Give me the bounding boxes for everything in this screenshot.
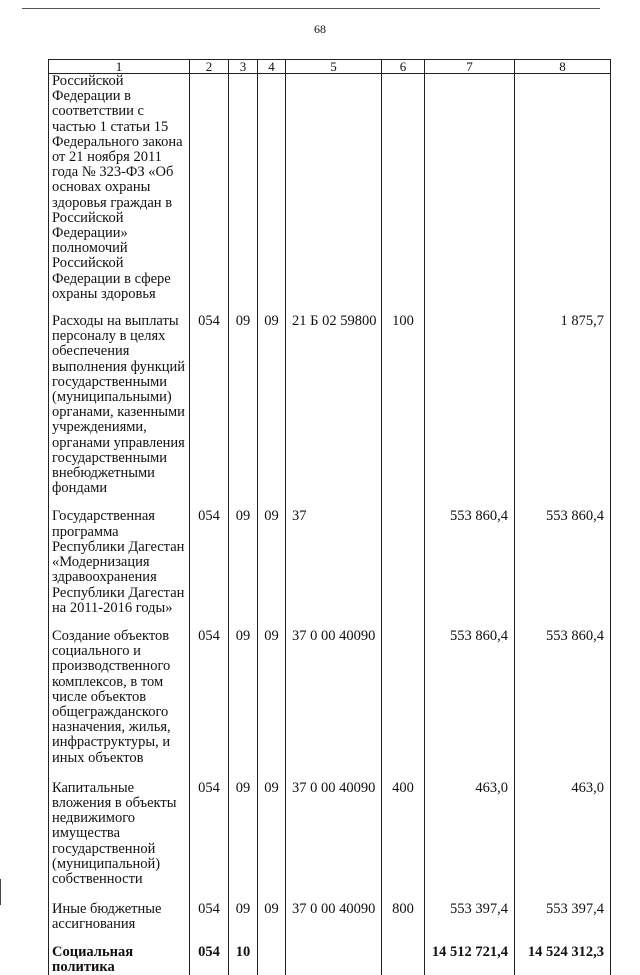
table-row <box>49 933 611 975</box>
expense-type-cell <box>382 616 425 766</box>
admin-code-cell: 054 <box>190 933 229 975</box>
subsection-cell: 09 <box>258 616 286 766</box>
admin-code-cell: 054 <box>190 302 229 496</box>
column-header: 6 <box>382 60 425 74</box>
amount-col7-cell: 553 860,4 <box>425 496 515 615</box>
table-header-row <box>49 60 611 74</box>
amount-col8-cell: 553 860,4 <box>515 496 611 615</box>
amount-col8-cell <box>515 74 611 303</box>
amount-col7-cell <box>425 302 515 496</box>
subsection-cell: 09 <box>258 887 286 932</box>
table-row <box>49 496 611 615</box>
target-article-cell: 37 <box>286 496 382 615</box>
column-header: 5 <box>286 60 382 74</box>
admin-code-cell: 054 <box>190 887 229 932</box>
amount-col7-cell: 553 860,4 <box>425 616 515 766</box>
amount-col8-cell: 463,0 <box>515 766 611 887</box>
expense-type-cell: 100 <box>382 302 425 496</box>
scan-edge-mark <box>0 879 1 905</box>
target-article-cell <box>286 74 382 303</box>
row-name-cell: Капитальные вложения в объекты недвижимого имущества государственной (муниципальной) собственности <box>49 766 190 887</box>
section-cell: 09 <box>229 496 258 615</box>
amount-col8-cell: 1 875,7 <box>515 302 611 496</box>
subsection-cell <box>258 933 286 975</box>
subsection-cell <box>258 74 286 303</box>
column-header: 2 <box>190 60 229 74</box>
section-cell: 10 <box>229 933 258 975</box>
target-article-cell: 37 0 00 40090 <box>286 766 382 887</box>
column-header: 7 <box>425 60 515 74</box>
row-name-cell: Создание объектов социального и производственного комплексов, в том числе объектов общегражданского назначения, жилья, инфраструктуры, и иных объектов <box>49 616 190 766</box>
amount-col8-cell: 553 397,4 <box>515 887 611 932</box>
amount-col8-cell: 553 860,4 <box>515 616 611 766</box>
section-cell: 09 <box>229 302 258 496</box>
column-header: 4 <box>258 60 286 74</box>
row-name-cell: Расходы на выплаты персоналу в целях обеспечения выполнения функций государственными (муниципальными) органами, казенными учреждениями, органами управления государственными внебюджетными фондами <box>49 302 190 496</box>
column-header: 3 <box>229 60 258 74</box>
expense-type-cell <box>382 933 425 975</box>
column-header: 8 <box>515 60 611 74</box>
table-row <box>49 887 611 932</box>
budget-table <box>48 59 611 975</box>
expense-type-cell <box>382 74 425 303</box>
target-article-cell: 37 0 00 40090 <box>286 887 382 932</box>
amount-col7-cell: 463,0 <box>425 766 515 887</box>
section-cell: 09 <box>229 616 258 766</box>
amount-col7-cell: 14 512 721,4 <box>425 933 515 975</box>
amount-col8-cell: 14 524 312,3 <box>515 933 611 975</box>
section-cell <box>229 74 258 303</box>
subsection-cell: 09 <box>258 496 286 615</box>
column-header: 1 <box>49 60 190 74</box>
target-article-cell: 21 Б 02 59800 <box>286 302 382 496</box>
admin-code-cell: 054 <box>190 496 229 615</box>
table-row <box>49 302 611 496</box>
top-rule <box>22 8 600 9</box>
row-name-cell: Российской Федерации в соответствии с частью 1 статьи 15 Федерального закона от 21 ноября 2011 года № 323-ФЗ «Об основах охраны здоровья граждан в Российской Федерации» полномочий Российской Федерации в сфере охраны здоровья <box>49 74 190 303</box>
subsection-cell: 09 <box>258 302 286 496</box>
amount-col7-cell: 553 397,4 <box>425 887 515 932</box>
expense-type-cell: 400 <box>382 766 425 887</box>
section-cell: 09 <box>229 887 258 932</box>
expense-type-cell <box>382 496 425 615</box>
table-row <box>49 766 611 887</box>
page-number: 68 <box>314 22 326 36</box>
section-cell: 09 <box>229 766 258 887</box>
row-name-cell: Иные бюджетные ассигнования <box>49 887 190 932</box>
target-article-cell <box>286 933 382 975</box>
admin-code-cell: 054 <box>190 616 229 766</box>
table-row <box>49 74 611 303</box>
amount-col7-cell <box>425 74 515 303</box>
admin-code-cell <box>190 74 229 303</box>
subsection-cell: 09 <box>258 766 286 887</box>
row-name-cell: Социальная политика <box>49 933 190 975</box>
target-article-cell: 37 0 00 40090 <box>286 616 382 766</box>
row-name-cell: Государственная программа Республики Дагестан «Модернизация здравоохранения Республики Дагестан на 2011-2016 годы» <box>49 496 190 615</box>
table-row <box>49 616 611 766</box>
expense-type-cell: 800 <box>382 887 425 932</box>
admin-code-cell: 054 <box>190 766 229 887</box>
